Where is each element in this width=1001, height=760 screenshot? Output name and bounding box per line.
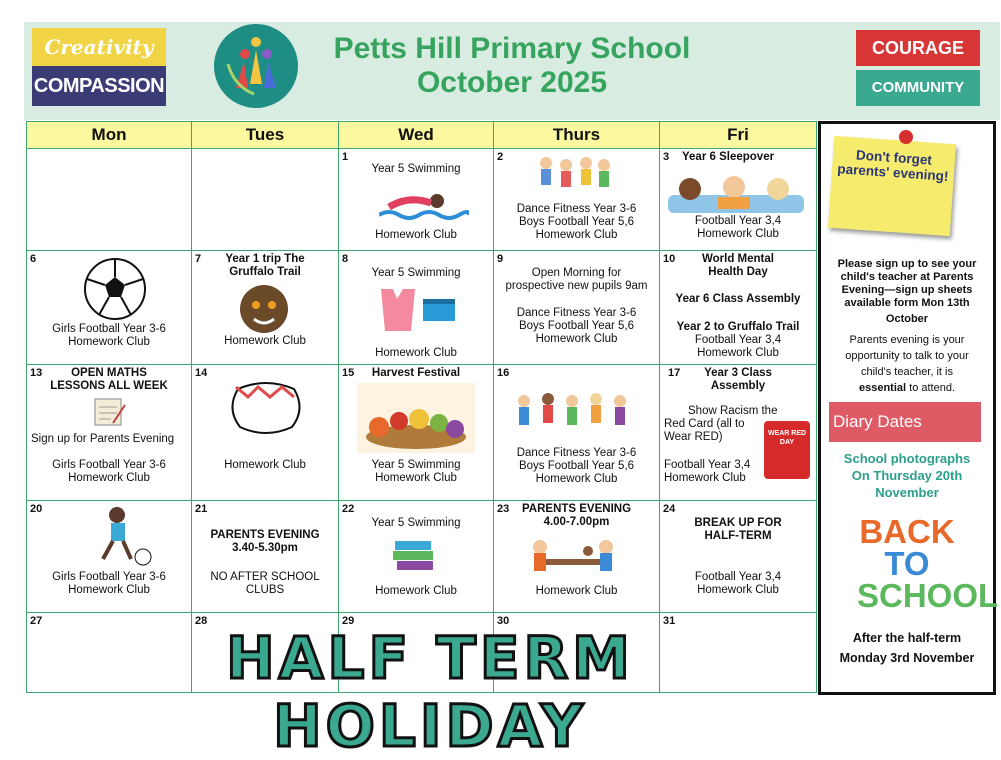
event-text: Sign up for Parents Evening	[31, 433, 175, 445]
day-cell-16	[494, 365, 660, 501]
event-text: Homework Club	[664, 472, 746, 484]
day-number: 24	[663, 503, 676, 515]
event-title: HALF-TERM	[704, 530, 772, 542]
calendar-month: October 2025	[416, 66, 608, 99]
homework-club-logo	[228, 379, 304, 440]
half-term-holiday-banner: HALF TERM HOLIDAY	[226, 624, 634, 760]
event-text: Show Racism the	[688, 405, 778, 417]
signup-text: October	[885, 313, 929, 325]
event-title: PARENTS EVENING	[521, 503, 632, 515]
event-text: Homework Club	[697, 228, 779, 240]
event-text: Girls Football Year 3-6	[52, 571, 166, 583]
event-title: 4.00-7.00pm	[543, 516, 610, 528]
day-cell-17	[660, 365, 817, 501]
day-cell-7	[192, 251, 339, 365]
day-number: 30	[497, 615, 510, 627]
sleepover-image	[668, 165, 804, 218]
day-number: 20	[30, 503, 43, 515]
day-number: 7	[195, 253, 202, 265]
day-cell-10	[660, 251, 817, 365]
day-header-thu: Thurs	[494, 122, 660, 149]
day-cell-1	[339, 149, 494, 251]
girl-football-image	[87, 505, 157, 570]
event-title: Harvest Festival	[371, 367, 461, 379]
day-cell-3	[660, 149, 817, 251]
push-pin-icon	[899, 130, 913, 144]
day-number: 9	[497, 253, 504, 265]
school-name: Petts Hill Primary School	[333, 32, 691, 65]
event-title: OPEN MATHS	[71, 367, 147, 379]
day-cell-14	[192, 365, 339, 501]
day-number: 21	[195, 503, 208, 515]
back-to-school-graphic: BACK TO SCHOOL	[857, 513, 999, 614]
signup-text: Evening—sign up sheets	[841, 284, 973, 296]
event-text: Football Year 3,4	[694, 334, 782, 346]
return-date-text: Monday 3rd November	[839, 651, 975, 665]
signup-text: Please sign up to see your	[837, 258, 977, 270]
day-cell-6	[27, 251, 192, 365]
event-title: Assembly	[710, 380, 766, 392]
day-header-mon: Mon	[27, 122, 192, 149]
event-text: Boys Football Year 5,6	[518, 460, 635, 472]
event-title: Year 3 Class	[704, 367, 772, 379]
day-cell-23	[494, 501, 660, 613]
event-text: Year 5 Swimming	[371, 267, 461, 279]
day-number: 27	[30, 615, 43, 627]
info-text: opportunity to talk to your	[845, 350, 969, 362]
day-cell-9	[494, 251, 660, 365]
event-text: Homework Club	[68, 584, 150, 596]
day-number: 29	[342, 615, 355, 627]
day-number: 31	[663, 615, 676, 627]
header-banner	[24, 22, 1000, 120]
info-emphasis: essential	[858, 382, 907, 394]
day-number: 16	[497, 367, 510, 379]
photos-text: School photographs	[843, 451, 971, 466]
day-header-wed: Wed	[339, 122, 494, 149]
day-number: 2	[497, 151, 504, 163]
books-image	[391, 537, 437, 580]
event-text: Homework Club	[224, 459, 306, 471]
day-cell-21	[192, 501, 339, 613]
value-badge-creativity: Creativity	[32, 28, 166, 66]
event-text: Year 5 Swimming	[371, 163, 461, 175]
event-text: Girls Football Year 3-6	[52, 459, 166, 471]
event-text: Homework Club	[375, 229, 457, 241]
day-cell-13	[27, 365, 192, 501]
event-text: NO AFTER SCHOOL	[210, 571, 320, 583]
event-text: Homework Club	[224, 335, 306, 347]
swimmer-image	[379, 187, 469, 226]
info-text: to attend.	[906, 382, 956, 394]
event-text: Year 5 Swimming	[371, 517, 461, 529]
day-header-tue: Tues	[192, 122, 339, 149]
event-text: Open Morning for	[531, 267, 622, 279]
day-number: 28	[195, 615, 208, 627]
event-title: PARENTS EVENING	[210, 529, 320, 541]
day-number: 14	[195, 367, 208, 379]
event-title: 3.40-5.30pm	[232, 542, 298, 554]
event-text: Homework Club	[68, 336, 150, 348]
day-cell-15	[339, 365, 494, 501]
event-title: Year 2 to Gruffalo Trail	[676, 321, 800, 333]
event-text: Football Year 3,4	[694, 571, 782, 583]
diary-dates-pencil-banner: Diary Dates	[829, 402, 981, 442]
after-half-term-text: After the half-term	[852, 631, 962, 645]
red-tshirt-image: WEAR RED DAY	[764, 421, 810, 479]
event-text: Homework Club	[697, 347, 779, 359]
day-number: 10	[663, 253, 676, 265]
event-title: Year 6 Sleepover	[682, 151, 775, 163]
day-cell-20	[27, 501, 192, 613]
photos-text: On Thursday 20th	[851, 468, 963, 483]
value-badge-compassion: COMPASSION	[32, 66, 166, 106]
event-title: LESSONS ALL WEEK	[50, 380, 168, 392]
value-badge-courage: COURAGE	[856, 30, 980, 66]
gruffalo-image	[236, 283, 292, 338]
event-title: Year 6 Class Assembly	[675, 293, 801, 305]
info-text: child's teacher, it is	[861, 366, 953, 378]
event-text: Boys Football Year 5,6	[518, 216, 635, 228]
day-number: 8	[342, 253, 349, 265]
event-title: World Mental	[702, 253, 774, 265]
day-cell-22	[339, 501, 494, 613]
event-text: Homework Club	[535, 585, 618, 597]
day-cell-empty	[27, 149, 192, 251]
parents-evening-sticky-note: Don't forget parents' evening!	[828, 136, 956, 236]
event-text: Homework Club	[697, 584, 779, 596]
event-title: BREAK UP FOR	[694, 517, 782, 529]
football-image	[83, 257, 147, 324]
event-text: Boys Football Year 5,6	[518, 320, 635, 332]
event-text: prospective new pupils 9am	[505, 280, 648, 292]
day-number: 15	[342, 367, 355, 379]
event-title: Health Day	[708, 266, 768, 278]
day-cell-8	[339, 251, 494, 365]
dancing-kids-image	[512, 377, 638, 440]
event-text: Dance Fitness Year 3-6	[516, 203, 637, 215]
signup-text: available form Mon 13th	[844, 297, 970, 309]
info-text: Parents evening is your	[849, 334, 965, 346]
event-text: Girls Football Year 3-6	[52, 323, 166, 335]
event-text: Red Card (all to	[664, 418, 745, 430]
day-cell-empty	[192, 149, 339, 251]
event-title: Gruffalo Trail	[229, 266, 301, 278]
day-cell-24	[660, 501, 817, 613]
dancing-children-image	[534, 153, 614, 204]
event-text: Football Year 3,4	[664, 459, 751, 471]
event-text: Homework Club	[535, 473, 618, 485]
event-text: Homework Club	[375, 347, 457, 359]
event-text: CLUBS	[245, 584, 285, 596]
event-text: Homework Club	[68, 472, 150, 484]
event-text: Homework Club	[535, 333, 618, 345]
signup-sheet-image	[91, 397, 127, 430]
event-text: Dance Fitness Year 3-6	[516, 307, 637, 319]
event-text: Homework Club	[375, 585, 457, 597]
photos-text: November	[875, 485, 939, 500]
event-title: Year 1 trip The	[225, 253, 305, 265]
event-text: Wear RED)	[664, 431, 723, 443]
day-number: 17	[668, 367, 681, 379]
day-cell-2	[494, 149, 660, 251]
harvest-festival-image	[357, 383, 475, 456]
day-number: 3	[663, 151, 670, 163]
event-text: Year 5 Swimming	[371, 459, 461, 471]
signup-text: child's teacher at Parents	[840, 271, 974, 283]
event-text: Homework Club	[375, 472, 457, 484]
swimwear-image	[375, 285, 459, 338]
day-number: 22	[342, 503, 355, 515]
day-number: 1	[342, 151, 349, 163]
day-number: 13	[30, 367, 43, 379]
event-text: Football Year 3,4	[694, 215, 782, 227]
value-badge-community: COMMUNITY	[856, 70, 980, 106]
parents-meeting-image	[526, 533, 626, 582]
day-number: 6	[30, 253, 37, 265]
event-text: Homework Club	[535, 229, 618, 241]
event-text: Dance Fitness Year 3-6	[516, 447, 637, 459]
day-number: 23	[497, 503, 510, 515]
day-header-fri: Fri	[660, 122, 817, 149]
sidebar-notices	[818, 121, 999, 695]
calendar-grid	[26, 121, 817, 693]
